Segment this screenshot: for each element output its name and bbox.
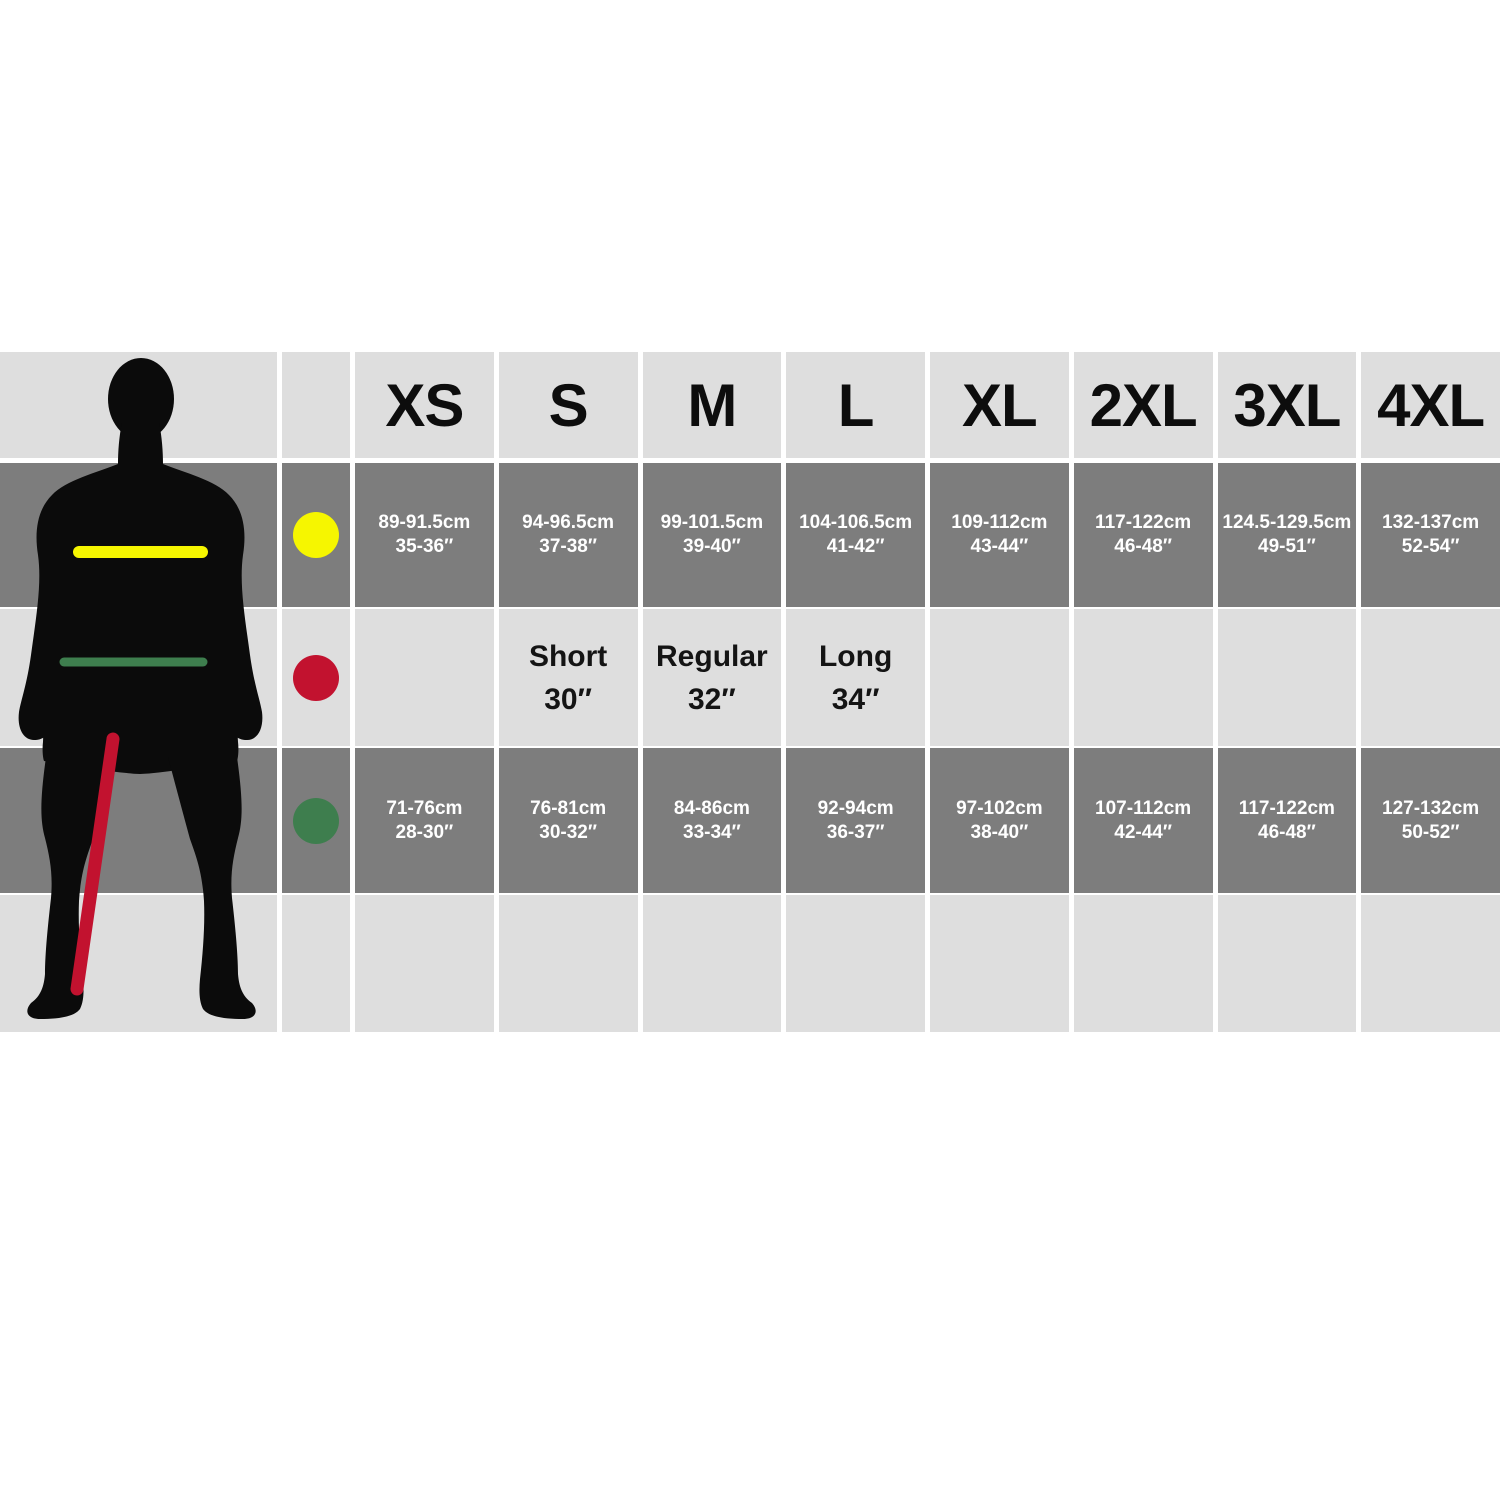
waist-s-cell: 76-81cm 30-32″ xyxy=(499,748,638,893)
size-header-s: S xyxy=(499,352,638,458)
waist-m-cell: 84-86cm 33-34″ xyxy=(643,748,782,893)
waist-xl-cell: 97-102cm 38-40″ xyxy=(930,748,1069,893)
chest-m-cell: 99-101.5cm 39-40″ xyxy=(643,463,782,607)
chest-dot-icon xyxy=(293,512,339,558)
right-leg xyxy=(168,757,256,1019)
size-header-4xl: 4XL xyxy=(1361,352,1500,458)
torso-and-arms xyxy=(19,422,263,774)
waist-2xl-cell: 107-112cm 42-44″ xyxy=(1074,748,1213,893)
chest-2xl-cell: 117-122cm 46-48″ xyxy=(1074,463,1213,607)
size-header-xl: XL xyxy=(930,352,1069,458)
inside-leg-legend-cell xyxy=(282,609,350,746)
size-header-xs: XS xyxy=(355,352,494,458)
empty-cell xyxy=(1074,895,1213,1032)
leg-3xl-cell xyxy=(1218,609,1357,746)
empty-cell xyxy=(643,895,782,1032)
waist-4xl-cell: 127-132cm 50-52″ xyxy=(1361,748,1500,893)
leg-2xl-cell xyxy=(1074,609,1213,746)
empty-cell xyxy=(930,895,1069,1032)
size-header-l: L xyxy=(786,352,925,458)
size-header-2xl: 2XL xyxy=(1074,352,1213,458)
size-header-m: M xyxy=(643,352,782,458)
chest-l-cell: 104-106.5cm 41-42″ xyxy=(786,463,925,607)
body-silhouette xyxy=(0,352,277,1032)
empty-cell xyxy=(1218,895,1357,1032)
size-table xyxy=(0,352,1500,1032)
leg-m-cell: Regular 32″ xyxy=(643,609,782,746)
leg-s-cell: Short 30″ xyxy=(499,609,638,746)
legend-column-header xyxy=(282,352,350,458)
size-header-3xl: 3XL xyxy=(1218,352,1357,458)
waist-dot-icon xyxy=(293,798,339,844)
chest-xs-cell: 89-91.5cm 35-36″ xyxy=(355,463,494,607)
chest-s-cell: 94-96.5cm 37-38″ xyxy=(499,463,638,607)
waist-3xl-cell: 117-122cm 46-48″ xyxy=(1218,748,1357,893)
inside-leg-dot-icon xyxy=(293,655,339,701)
empty-cell xyxy=(282,895,350,1032)
chest-3xl-cell: 124.5-129.5cm 49-51″ xyxy=(1218,463,1357,607)
empty-cell xyxy=(1361,895,1500,1032)
leg-4xl-cell xyxy=(1361,609,1500,746)
leg-l-cell: Long 34″ xyxy=(786,609,925,746)
empty-cell xyxy=(355,895,494,1032)
leg-xs-cell xyxy=(355,609,494,746)
waist-l-cell: 92-94cm 36-37″ xyxy=(786,748,925,893)
waist-xs-cell: 71-76cm 28-30″ xyxy=(355,748,494,893)
leg-xl-cell xyxy=(930,609,1069,746)
chest-xl-cell: 109-112cm 43-44″ xyxy=(930,463,1069,607)
empty-cell xyxy=(786,895,925,1032)
waist-legend-cell xyxy=(282,748,350,893)
chest-4xl-cell: 132-137cm 52-54″ xyxy=(1361,463,1500,607)
empty-cell xyxy=(499,895,638,1032)
chest-legend-cell xyxy=(282,463,350,607)
